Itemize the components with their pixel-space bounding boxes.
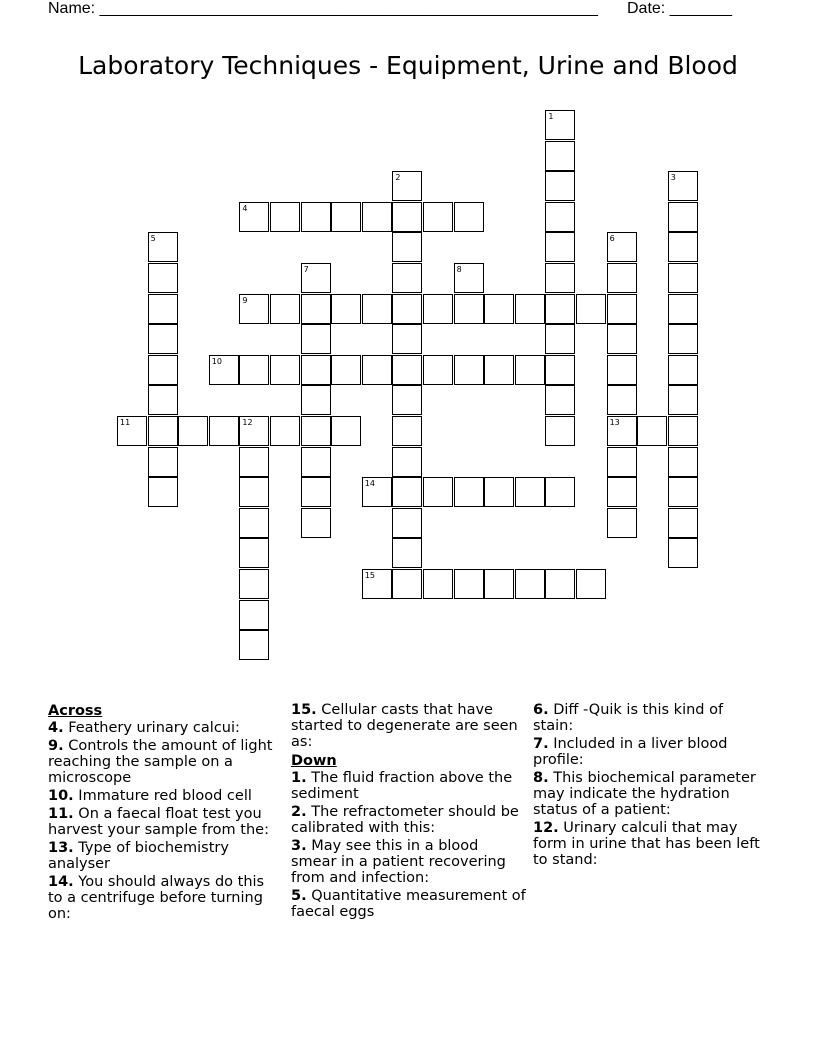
grid-cell[interactable] (515, 294, 545, 324)
grid-cell[interactable] (637, 416, 667, 446)
grid-cell[interactable] (454, 477, 484, 507)
grid-cell[interactable] (239, 355, 269, 385)
grid-cell[interactable] (668, 508, 698, 538)
grid-cell[interactable] (484, 294, 514, 324)
grid-cell[interactable] (148, 416, 178, 446)
grid-cell[interactable] (392, 324, 422, 354)
clue-number-label: 6 (609, 234, 615, 244)
grid-cell[interactable] (423, 477, 453, 507)
clue-number-label: 8 (456, 265, 462, 274)
grid-cell[interactable] (362, 355, 392, 385)
date-field-label: Date: _______ (627, 0, 732, 17)
clue-number-label: 15 (364, 571, 375, 580)
clue-down-5: 5. Quantitative measurement of faecal eggs (291, 888, 526, 920)
grid-cell[interactable] (668, 385, 698, 415)
grid-cell[interactable] (607, 232, 637, 262)
grid-cell[interactable] (239, 538, 269, 568)
grid-cell[interactable] (668, 324, 698, 354)
grid-cell[interactable] (576, 294, 606, 324)
grid-cell[interactable] (392, 569, 422, 599)
page-title: Laboratory Techniques - Equipment, Urine and Blood (78, 51, 738, 80)
grid-cell[interactable] (668, 171, 698, 201)
grid-cell[interactable] (607, 355, 637, 385)
clue-number-label: 4 (242, 203, 248, 213)
grid-cell[interactable] (178, 416, 208, 446)
clue-down-12: 12. Urinary calculi that may form in urine that has been left to stand: (533, 820, 760, 868)
grid-cell[interactable] (392, 538, 422, 568)
grid-cell[interactable] (148, 355, 178, 385)
grid-cell[interactable] (331, 294, 361, 324)
grid-cell[interactable] (331, 416, 361, 446)
grid-cell[interactable] (607, 294, 637, 324)
grid-cell[interactable] (576, 569, 606, 599)
name-field-label: Name: ________________________________________________________ (48, 0, 598, 17)
grid-cell[interactable] (545, 416, 575, 446)
clue-number-label: 5 (150, 234, 156, 244)
clue-number-label: 14 (364, 479, 375, 489)
grid-cell[interactable] (454, 569, 484, 599)
grid-cell[interactable] (607, 385, 637, 415)
grid-cell[interactable] (331, 202, 361, 232)
grid-cell[interactable] (117, 416, 147, 446)
grid-cell[interactable] (668, 263, 698, 293)
grid-cell[interactable] (239, 416, 269, 446)
clue-column-1 (48, 702, 278, 924)
clue-across-15: 15. Cellular casts that have started to degenerate are seen as: (291, 702, 518, 750)
grid-cell[interactable] (392, 477, 422, 507)
grid-cell[interactable] (423, 294, 453, 324)
grid-cell[interactable] (301, 416, 331, 446)
clue-across-14: 14. You should always do this to a centrifuge before turning on: (48, 874, 265, 922)
grid-cell[interactable] (454, 202, 484, 232)
grid-cell[interactable] (423, 202, 453, 232)
grid-cell[interactable] (668, 232, 698, 262)
grid-cell[interactable] (607, 263, 637, 293)
grid-cell[interactable] (484, 477, 514, 507)
grid-cell[interactable] (392, 385, 422, 415)
grid-cell[interactable] (301, 508, 331, 538)
grid-cell[interactable] (668, 416, 698, 446)
across-heading: Across (48, 703, 103, 719)
grid-cell[interactable] (668, 447, 698, 477)
grid-cell[interactable] (545, 477, 575, 507)
grid-cell[interactable] (392, 202, 422, 232)
grid-cell[interactable] (545, 569, 575, 599)
grid-cell[interactable] (515, 355, 545, 385)
clue-down-3: 3. May see this in a blood smear in a patient recovering from and infection: (291, 838, 506, 886)
grid-cell[interactable] (607, 508, 637, 538)
grid-cell[interactable] (239, 447, 269, 477)
grid-cell[interactable] (545, 171, 575, 201)
grid-cell[interactable] (239, 569, 269, 599)
clue-number-label: 11 (120, 418, 131, 427)
clue-down-6: 6. Diff -Quik is this kind of stain: (533, 702, 724, 734)
grid-cell[interactable] (607, 477, 637, 507)
clue-down-1: 1. The fluid fraction above the sediment (291, 770, 513, 802)
grid-cell[interactable] (209, 416, 239, 446)
clue-number-label: 9 (242, 295, 248, 305)
grid-cell[interactable] (392, 171, 422, 201)
grid-cell[interactable] (239, 630, 269, 660)
grid-cell[interactable] (392, 263, 422, 293)
grid-cell[interactable] (607, 447, 637, 477)
clue-number-label: 3 (670, 173, 676, 183)
grid-cell[interactable] (270, 294, 300, 324)
grid-cell[interactable] (239, 600, 269, 630)
clue-down-7: 7. Included in a liver blood profile: (533, 736, 728, 768)
grid-cell[interactable] (239, 202, 269, 232)
grid-cell[interactable] (454, 355, 484, 385)
clue-number-label: 12 (242, 418, 253, 427)
clue-number-label: 13 (609, 418, 620, 427)
grid-cell[interactable] (301, 477, 331, 507)
clue-number-label: 7 (303, 265, 309, 274)
grid-cell[interactable] (423, 569, 453, 599)
clue-number-label: 1 (548, 112, 554, 121)
clue-number-label: 10 (211, 356, 222, 366)
grid-cell[interactable] (301, 355, 331, 385)
grid-cell[interactable] (148, 477, 178, 507)
grid-cell[interactable] (484, 355, 514, 385)
grid-cell[interactable] (392, 447, 422, 477)
grid-cell[interactable] (270, 416, 300, 446)
grid-cell[interactable] (301, 202, 331, 232)
grid-cell[interactable] (148, 294, 178, 324)
grid-cell[interactable] (545, 110, 575, 140)
grid-cell[interactable] (301, 263, 331, 293)
grid-cell[interactable] (392, 355, 422, 385)
grid-cell[interactable] (545, 263, 575, 293)
grid-cell[interactable] (148, 232, 178, 262)
clue-column-3 (533, 702, 765, 870)
grid-cell[interactable] (209, 355, 239, 385)
grid-cell[interactable] (331, 355, 361, 385)
grid-cell[interactable] (301, 294, 331, 324)
grid-cell[interactable] (270, 355, 300, 385)
grid-cell[interactable] (362, 477, 392, 507)
clue-down-2: 2. The refractometer should be calibrated with this: (291, 804, 519, 836)
grid-cell[interactable] (239, 294, 269, 324)
clue-across-10: 10. Immature red blood cell (48, 788, 252, 804)
grid-cell[interactable] (668, 477, 698, 507)
grid-cell[interactable] (301, 385, 331, 415)
grid-cell[interactable] (148, 324, 178, 354)
grid-cell[interactable] (392, 416, 422, 446)
grid-cell[interactable] (607, 416, 637, 446)
grid-cell[interactable] (668, 202, 698, 232)
grid-cell[interactable] (668, 538, 698, 568)
grid-cell[interactable] (392, 508, 422, 538)
grid-cell[interactable] (301, 447, 331, 477)
grid-cell[interactable] (668, 294, 698, 324)
grid-cell[interactable] (148, 263, 178, 293)
grid-cell[interactable] (545, 385, 575, 415)
down-heading: Down (291, 753, 337, 769)
grid-cell[interactable] (607, 324, 637, 354)
grid-cell[interactable] (148, 385, 178, 415)
grid-cell[interactable] (362, 294, 392, 324)
grid-cell[interactable] (270, 202, 300, 232)
grid-cell[interactable] (239, 508, 269, 538)
clue-across-13: 13. Type of biochemistry analyser (48, 840, 229, 872)
grid-cell[interactable] (545, 202, 575, 232)
grid-cell[interactable] (545, 324, 575, 354)
grid-cell[interactable] (484, 569, 514, 599)
clue-across-4: 4. Feathery urinary calcui: (48, 720, 240, 736)
grid-cell[interactable] (515, 569, 545, 599)
grid-cell[interactable] (148, 447, 178, 477)
grid-cell[interactable] (545, 141, 575, 171)
clue-down-8: 8. This biochemical parameter may indicate the hydration status of a patient: (533, 770, 756, 818)
grid-cell[interactable] (301, 324, 331, 354)
grid-cell[interactable] (545, 294, 575, 324)
clue-across-11: 11. On a faecal float test you harvest your sample from the: (48, 806, 269, 838)
grid-cell[interactable] (668, 355, 698, 385)
grid-cell[interactable] (454, 294, 484, 324)
grid-cell[interactable] (392, 232, 422, 262)
grid-cell[interactable] (515, 477, 545, 507)
grid-cell[interactable] (423, 355, 453, 385)
clue-number-label: 2 (395, 173, 401, 183)
grid-cell[interactable] (362, 569, 392, 599)
clue-column-2 (291, 702, 527, 922)
clue-across-9: 9. Controls the amount of light reaching the sample on a microscope (48, 738, 273, 786)
grid-cell[interactable] (545, 232, 575, 262)
grid-cell[interactable] (454, 263, 484, 293)
grid-cell[interactable] (545, 355, 575, 385)
grid-cell[interactable] (362, 202, 392, 232)
grid-cell[interactable] (392, 294, 422, 324)
grid-cell[interactable] (239, 477, 269, 507)
